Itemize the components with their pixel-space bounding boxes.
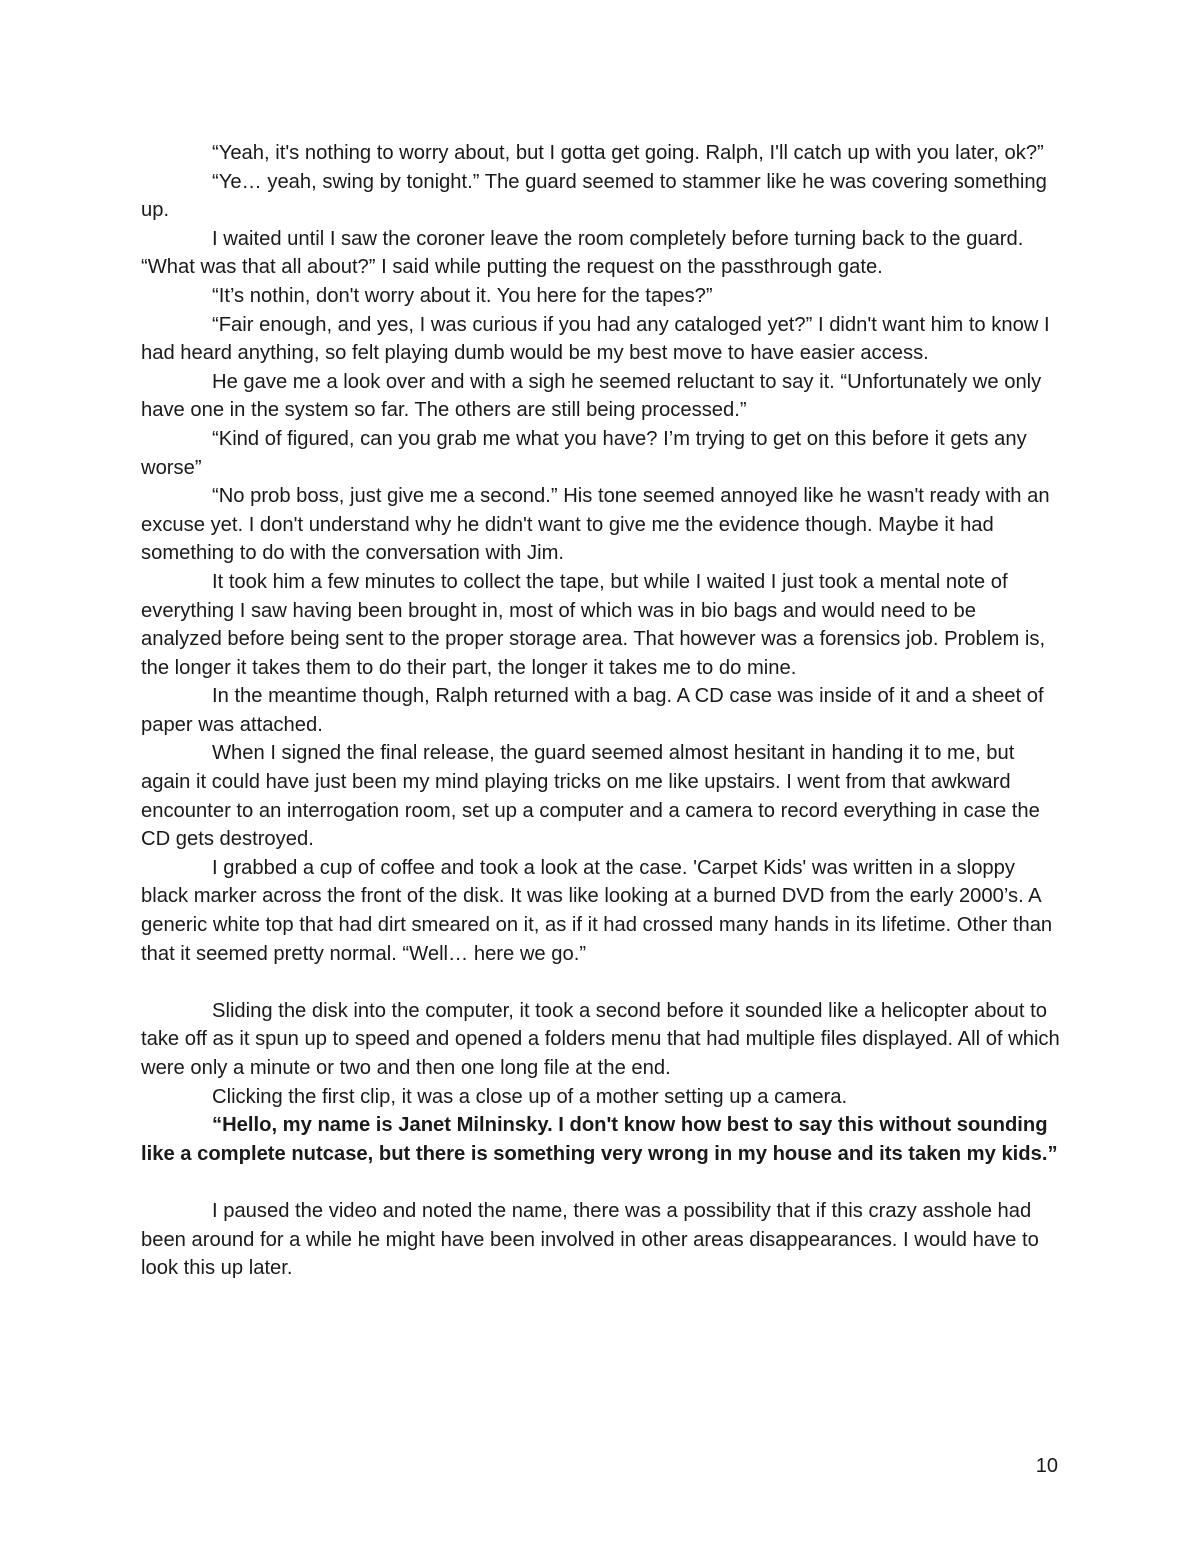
body-text	[141, 139, 1061, 1283]
paragraph: “Kind of figured, can you grab me what you have? I’m trying to get on this before it gets any worse”	[141, 427, 1027, 479]
paragraph: “Ye… yeah, swing by tonight.” The guard seemed to stammer like he was covering something up.	[141, 170, 1047, 222]
paragraph: I grabbed a cup of coffee and took a look at the case. 'Carpet Kids' was written in a sloppy black marker across the front of the disk. It was like looking at a burned DVD from the early 2000’s. A generic white top that had dirt smeared on it, as if it had crossed many hands in its lifetime. Other than that it seemed pretty normal. “Well… here we go.”	[141, 856, 1053, 965]
paragraph: In the meantime though, Ralph returned with a bag. A CD case was inside of it and a sheet of paper was attached.	[141, 685, 1044, 736]
paragraph: Clicking the first clip, it was a close up of a mother setting up a camera.	[212, 1085, 848, 1108]
paragraph: When I signed the final release, the guard seemed almost hesitant in handing it to me, but again it could have just been my mind playing tricks on me like upstairs. I went from that awkward encounter to an interrogation room, set up a computer and a camera to record everything in case the CD gets destroyed.	[141, 742, 1040, 851]
paragraph: “It’s nothin, don't worry about it. You here for the tapes?”	[212, 284, 713, 307]
paragraph: “No prob boss, just give me a second.” His tone seemed annoyed like he wasn't ready with an excuse yet. I don't understand why he didn't want to give me the evidence though. Maybe it had something to do with the conversation with Jim.	[141, 485, 1050, 565]
paragraph: “Fair enough, and yes, I was curious if you had any cataloged yet?” I didn't want him to know I had heard anything, so felt playing dumb would be my best move to have easier access.	[141, 313, 1050, 365]
paragraph: It took him a few minutes to collect the tape, but while I waited I just took a mental note of everything I saw having been brought in, most of which was in bio bags and would need to be analyzed before being sent to the proper storage area. That however was a forensics job. Problem is, the longer it takes them to do their part, the longer it takes me to do mine.	[141, 570, 1046, 679]
page-number: 10	[1035, 1455, 1058, 1477]
paragraph: Sliding the disk into the computer, it took a second before it sounded like a helicopter about to take off as it spun up to speed and opened a folders menu that had multiple files displayed. All of which were only a minute or two and then one long file at the end.	[141, 999, 1060, 1079]
bold-quote-paragraph: “Hello, my name is Janet Milninsky. I don't know how best to say this without sounding like a complete nutcase, but there is something very wrong in my house and its taken my kids.”	[141, 1114, 1058, 1165]
paragraph: I paused the video and noted the name, there was a possibility that if this crazy asshole had been around for a while he might have been involved in other areas disappearances. I would have to look this up later.	[141, 1199, 1039, 1280]
paragraph: “Yeah, it's nothing to worry about, but I gotta get going. Ralph, I'll catch up with you later, ok?”	[212, 142, 1044, 164]
paragraph: He gave me a look over and with a sigh he seemed reluctant to say it. “Unfortunately we only have one in the system so far. The others are still being processed.”	[141, 370, 1042, 422]
paragraph: I waited until I saw the coroner leave the room completely before turning back to the guard. “What was that all about?” I said while putting the request on the passthrough gate.	[141, 227, 1024, 279]
